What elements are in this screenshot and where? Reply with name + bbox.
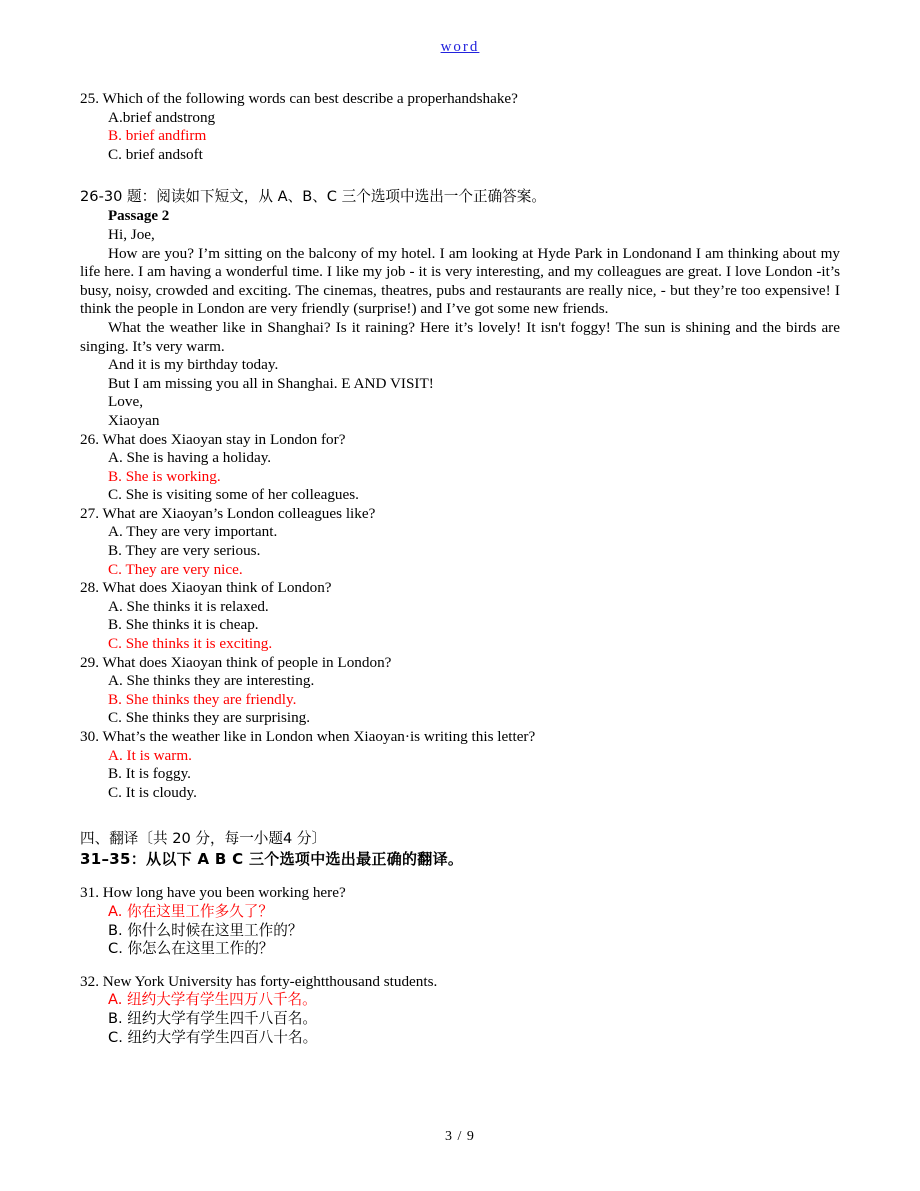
question-27-text: 27. What are Xiaoyan’s London colleagues like?: [80, 504, 376, 522]
passage-line-missing: But I am missing you all in Shanghai. E AND VISIT!: [108, 374, 434, 392]
question-30-text: 30. What’s the weather like in London when Xiaoyan·is writing this letter?: [80, 728, 536, 745]
question-25-option-b[interactable]: B. brief andfirm: [108, 127, 207, 145]
page-content: [80, 68, 840, 1047]
question-block-31: [80, 884, 840, 958]
spacer: [80, 802, 840, 828]
header-word-link[interactable]: word: [440, 39, 480, 55]
question-26-option-c[interactable]: C. She is visiting some of her colleagues.: [108, 486, 359, 504]
passage-paragraph-2: What the weather like in Shanghai? Is it raining? Here it’s lovely! It isn't foggy! The sun is shining and the birds are singing. It’s very warm.: [80, 318, 840, 355]
question-27-option-b[interactable]: B. They are very serious.: [108, 542, 261, 560]
question-28-text: 28. What does Xiaoyan think of London?: [80, 579, 332, 597]
question-27-option-a[interactable]: A. They are very important.: [108, 523, 278, 541]
spacer: [80, 959, 840, 973]
question-29-option-a[interactable]: A. She thinks they are interesting.: [108, 672, 315, 690]
question-26-option-b[interactable]: B. She is working.: [108, 467, 221, 485]
question-25-option-c[interactable]: C. brief andsoft: [108, 145, 203, 163]
page-header: [80, 0, 840, 68]
page-number: 3 / 9: [445, 1129, 475, 1144]
question-31-option-a[interactable]: A. 你在这里工作多久了？: [108, 902, 273, 920]
question-block-27: [80, 505, 840, 579]
passage-line-signature: Xiaoyan: [108, 411, 160, 429]
passage-line-birthday: And it is my birthday today.: [108, 356, 279, 374]
question-25-option-a[interactable]: A.brief andstrong: [108, 108, 216, 126]
question-29-option-c[interactable]: C. She thinks they are surprising.: [108, 709, 311, 727]
spacer: [80, 870, 840, 884]
question-27-option-c[interactable]: C. They are very nice.: [108, 560, 243, 578]
question-26-option-a[interactable]: A. She is having a holiday.: [108, 449, 272, 467]
question-32-text: 32. New York University has forty-eightthousand students.: [80, 972, 438, 990]
question-32-option-b[interactable]: B. 纽约大学有学生四千八百名。: [108, 1009, 318, 1027]
question-31-option-c[interactable]: C. 你怎么在这里工作的？: [108, 940, 274, 958]
question-28-option-c[interactable]: C. She thinks it is exciting.: [108, 635, 273, 653]
passage-title: Passage 2: [108, 208, 170, 225]
question-32-option-a[interactable]: A. 纽约大学有学生四万八千名。: [108, 991, 317, 1009]
page-footer: [0, 1129, 920, 1145]
question-26-text: 26. What does Xiaoyan stay in London for?: [80, 430, 346, 448]
passage-salutation: Hi, Joe,: [108, 225, 155, 243]
question-30-option-a[interactable]: A. It is warm.: [108, 746, 192, 764]
question-block-28: [80, 579, 840, 653]
spacer: [80, 164, 840, 186]
question-block-30: [80, 728, 840, 802]
question-block-25: [80, 90, 840, 164]
reading-section-instruction: 26-30 题：阅读如下短文，从 A、B、C 三个选项中选出一个正确答案。: [80, 188, 546, 206]
question-31-option-b[interactable]: B. 你什么时候在这里工作的？: [108, 921, 303, 939]
translation-section-instruction: 31–35：从以下 A B C 三个选项中选出最正确的翻译。: [80, 850, 464, 869]
question-29-text: 29. What does Xiaoyan think of people in London?: [80, 653, 392, 671]
question-block-26: [80, 431, 840, 505]
question-29-option-b[interactable]: B. She thinks they are friendly.: [108, 690, 297, 708]
question-block-32: [80, 973, 840, 1047]
passage-line-love: Love,: [108, 393, 144, 411]
passage-paragraph-1: How are you? I’m sitting on the balcony of my hotel. I am looking at Hyde Park in Londonand I am thinking about my life here. I am having a wonderful time. I like my job - it is very interesting, and my colleagues are great. I love London -it’s busy, noisy, crowded and exciting. The cinemas, theatres, pubs and restaurants are really nice, - but they’re too expensive! I think the people in London are very friendly (surprise!) and I’ve got some new friends.: [80, 244, 840, 318]
question-30-option-b[interactable]: B. It is foggy.: [108, 765, 191, 783]
question-28-option-b[interactable]: B. She thinks it is cheap.: [108, 616, 259, 634]
question-25-text: 25. Which of the following words can best describe a properhandshake?: [80, 90, 518, 107]
question-31-text: 31. How long have you been working here?: [80, 884, 346, 902]
translation-section-heading: 四、翻译〔共 20 分，每一小题4 分〕: [80, 830, 327, 848]
question-32-option-c[interactable]: C. 纽约大学有学生四百八十名。: [108, 1028, 318, 1046]
question-28-option-a[interactable]: A. She thinks it is relaxed.: [108, 597, 269, 615]
question-block-29: [80, 654, 840, 728]
question-30-option-c[interactable]: C. It is cloudy.: [108, 783, 197, 801]
